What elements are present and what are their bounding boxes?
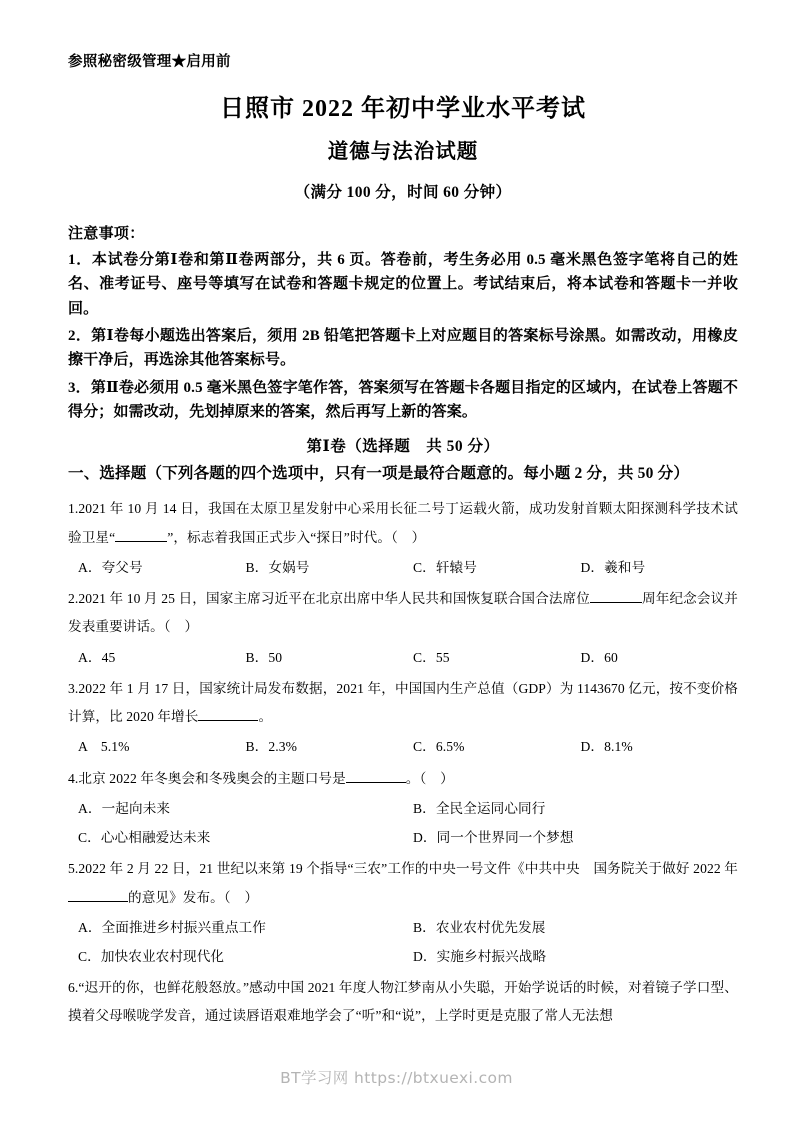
question-number: 1.: [68, 501, 79, 517]
option-a[interactable]: A．一起向未来: [78, 800, 171, 816]
stem-text-before: 2022 年 1 月 17 日，国家统计局发布数据，2021 年，中国国内生产总值（GDP）为 1143670 亿元，按不变价格计算，比 2020 年增长: [68, 680, 738, 725]
option-b[interactable]: B．50: [245, 649, 283, 665]
option-c[interactable]: C．心心相融爱达未来: [78, 830, 211, 846]
question-3: [68, 675, 738, 761]
stem-text-after: ”，标志着我国正式步入“探日”时代。（ ）: [167, 529, 426, 545]
site-watermark: BT学习网 https://btxuexi.com: [280, 1069, 513, 1087]
option-a[interactable]: A．45: [78, 649, 116, 665]
option-a[interactable]: A 5.1%: [78, 739, 130, 755]
stem-text-after: 周年纪念会议并发表重要讲话。（ ）: [68, 591, 738, 635]
question-number: 3.: [68, 680, 79, 696]
stem-text-before: “迟开的你，也鲜花般怒放。”感动中国 2021 年度人物江梦南从小失聪，开始学说话的时候，对着镜子学口型、摸着父母喉咙学发音，通过读唇语艰难地学会了“听”和“说”，上学时更是克服了常人无法想: [68, 980, 738, 1024]
question-stem: [68, 495, 738, 552]
stem-text-before: 北京 2022 年冬奥会和冬残奥会的主题口号是: [78, 770, 346, 786]
option-d[interactable]: D．60: [580, 649, 618, 665]
option-row: [68, 795, 748, 822]
page-subtitle: 道德与法治试题: [327, 141, 479, 164]
page-title: 日照市 2022 年初中学业水平考试: [220, 96, 586, 123]
secrecy-notice: 参照秘密级管理★启用前: [68, 54, 231, 70]
answer-blank[interactable]: [198, 720, 258, 721]
stem-text-after: 。: [258, 709, 273, 725]
paper-part-label: 第Ⅰ卷（选择题 共 50 分）: [306, 438, 500, 456]
option-row: [68, 914, 748, 941]
question-number: 6.: [68, 980, 79, 996]
notice-item-2: 2．第Ⅰ卷每小题选出答案后，须用 2B 铅笔把答题卡上对应题目的答案标号涂黑。如需改动，用橡皮擦干净后，再选涂其他答案标号。: [68, 328, 738, 369]
answer-blank[interactable]: [346, 782, 406, 783]
question-1: [68, 495, 738, 581]
option-d[interactable]: D．8.1%: [580, 739, 633, 755]
stem-text-before: 2022 年 2 月 22 日，21 世纪以来第 19 个指导“三农”工作的中央一号文件《中共中央 国务院关于做好 2022 年: [78, 861, 738, 877]
option-list: [68, 914, 738, 970]
question-number: 2.: [68, 591, 79, 607]
option-list: [68, 554, 738, 581]
option-row: [68, 943, 748, 970]
option-b[interactable]: B．全民全运同心同行: [413, 800, 546, 816]
notice-heading: 注意事项：: [68, 226, 145, 243]
option-d[interactable]: D．同一个世界同一个梦想: [413, 830, 574, 846]
option-a[interactable]: A．全面推进乡村振兴重点工作: [78, 919, 266, 935]
option-d[interactable]: D．羲和号: [580, 559, 646, 575]
answer-blank[interactable]: [115, 541, 167, 542]
option-b[interactable]: B．2.3%: [245, 739, 298, 755]
option-row: [68, 733, 748, 760]
question-stem: [68, 855, 738, 912]
option-row: [68, 824, 748, 851]
notice-item-1: 1．本试卷分第Ⅰ卷和第Ⅱ卷两部分，共 6 页。答卷前，考生务必用 0.5 毫米黑色签字笔将自己的姓名、准考证号、座号等填写在试卷和答题卡规定的位置上。考试结束后，将本试卷和答题卡一并收回。: [68, 252, 738, 317]
question-6: [68, 974, 738, 1031]
section-heading: 一、选择题（下列各题的四个选项中，只有一项是最符合题意的。每小题 2 分，共 50 分）: [68, 465, 690, 483]
option-c[interactable]: C．55: [413, 649, 450, 665]
question-number: 4.: [68, 770, 79, 786]
question-stem: [68, 974, 738, 1031]
option-b[interactable]: B．农业农村优先发展: [413, 919, 546, 935]
question-4: [68, 765, 738, 852]
question-5: [68, 855, 738, 970]
option-list: [68, 733, 738, 760]
option-row: [68, 554, 748, 581]
answer-blank[interactable]: [590, 602, 642, 603]
option-list: [68, 795, 738, 851]
option-c[interactable]: C．轩辕号: [413, 559, 477, 575]
stem-text-before: 2021 年 10 月 14 日，我国在太原卫星发射中心采用长征二号丁运载火箭，成功发射首颗太阳探测科学技术试验卫星“: [68, 501, 738, 545]
question-number: 5.: [68, 861, 79, 877]
answer-blank[interactable]: [68, 901, 128, 902]
stem-text-after: 。（ ）: [405, 770, 454, 786]
option-row: [68, 644, 748, 671]
question-stem: [68, 585, 738, 642]
option-c[interactable]: C．6.5%: [413, 739, 465, 755]
question-stem: [68, 765, 738, 793]
option-d[interactable]: D．实施乡村振兴战略: [413, 948, 547, 964]
option-b[interactable]: B．女娲号: [245, 559, 310, 575]
option-a[interactable]: A．夸父号: [78, 559, 143, 575]
stem-text-after: 的意见》发布。（ ）: [128, 889, 259, 905]
option-c[interactable]: C．加快农业农村现代化: [78, 948, 225, 964]
question-2: [68, 585, 738, 671]
stem-text-before: 2021 年 10 月 25 日，国家主席习近平在北京出席中华人民共和国恢复联合国合法席位: [78, 591, 590, 607]
option-list: [68, 644, 738, 671]
exam-meta: （满分 100 分，时间 60 分钟）: [294, 184, 512, 202]
notice-item-3: 3．第Ⅱ卷必须用 0.5 毫米黑色签字笔作答，答案须写在答题卡各题目指定的区域内，在试卷上答题不得分；如需改动，先划掉原来的答案，然后再写上新的答案。: [68, 379, 738, 420]
question-stem: [68, 675, 738, 732]
